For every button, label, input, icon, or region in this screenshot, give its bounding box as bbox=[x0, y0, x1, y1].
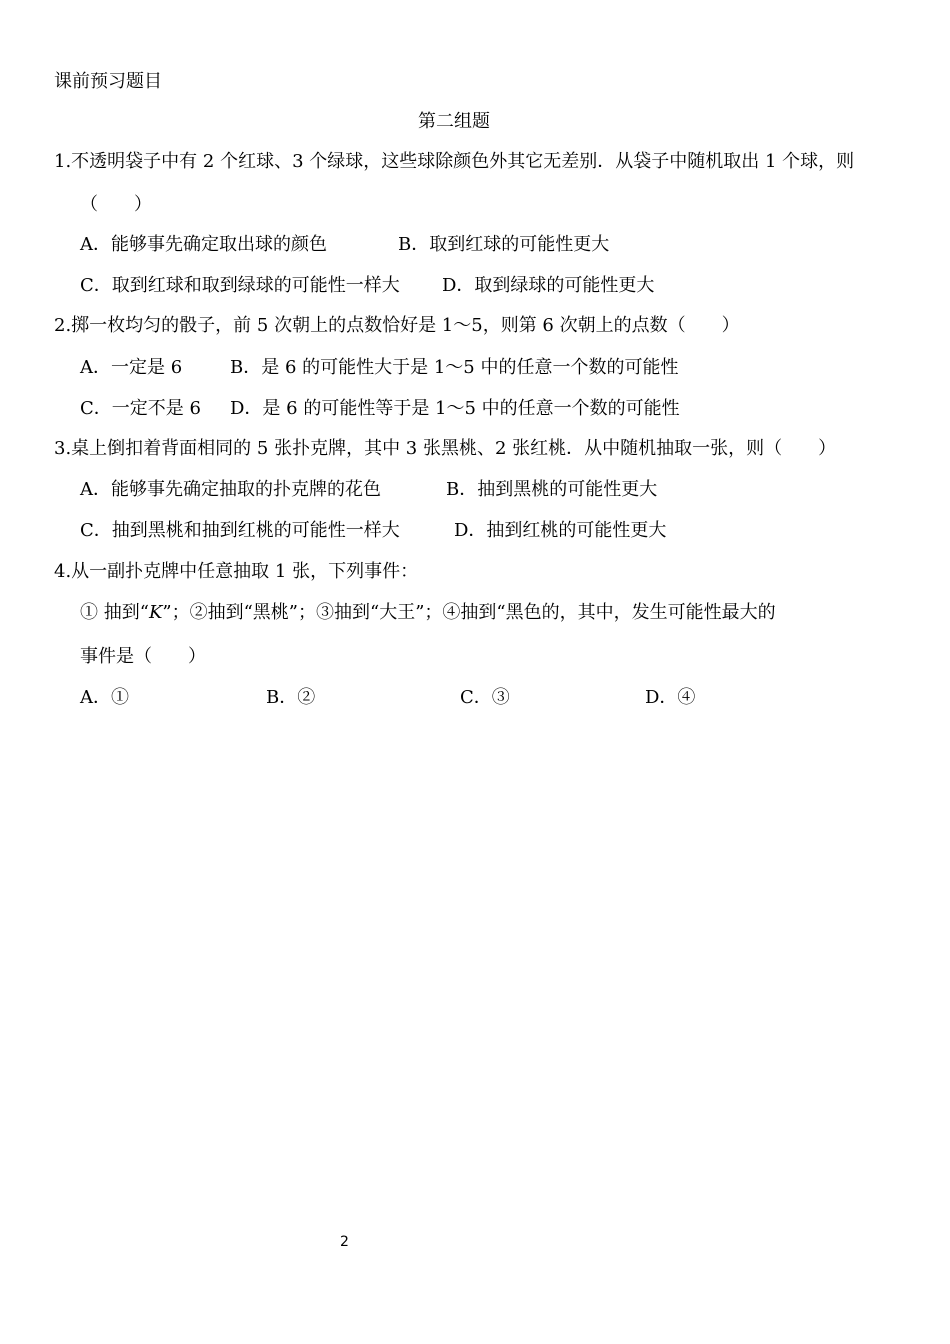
option-d: D．取到绿球的可能性更大 bbox=[442, 275, 655, 296]
question-stem: 4.从一副扑克牌中任意抽取 1 张，下列事件： bbox=[54, 561, 419, 582]
question-stem: 1.不透明袋子中有 2 个红球、3 个绿球，这些球除颜色外其它无差别．从袋子中随机取出 1 个球，则 bbox=[54, 151, 855, 172]
option-a: A．能够事先确定抽取的扑克牌的花色 bbox=[80, 479, 381, 500]
events-text-post: ”；②抽到“黑桃”；③抽到“大王”；④抽到“黑色的，其中，发生可能性最大的 bbox=[162, 602, 776, 623]
option-c: C．抽到黑桃和抽到红桃的可能性一样大 bbox=[80, 520, 400, 541]
option-c: C．一定不是 6 bbox=[80, 398, 201, 419]
answer-bracket: （ ） bbox=[80, 194, 152, 215]
option-a: A．能够事先确定取出球的颜色 bbox=[80, 234, 327, 255]
option-d: D．④ bbox=[645, 687, 696, 708]
option-a: A．① bbox=[80, 687, 129, 708]
question-stem: 3.桌上倒扣着背面相同的 5 张扑克牌，其中 3 张黑桃、2 张红桃．从中随机抽取一张，则（ ） bbox=[54, 438, 837, 459]
option-c: C．取到红球和取到绿球的可能性一样大 bbox=[80, 275, 400, 296]
question-stem: 2.掷一枚均匀的骰子，前 5 次朝上的点数恰好是 1～5，则第 6 次朝上的点数（ ） bbox=[54, 315, 740, 336]
events-k-symbol: K bbox=[148, 602, 163, 623]
page-number: 2 bbox=[340, 1234, 349, 1250]
header-label: 课前预习题目 bbox=[54, 71, 162, 92]
option-b: B．抽到黑桃的可能性更大 bbox=[446, 479, 658, 500]
option-d: D．是 6 的可能性等于是 1～5 中的任意一个数的可能性 bbox=[230, 398, 680, 419]
section-title: 第二组题 bbox=[418, 111, 490, 132]
option-a: A．一定是 6 bbox=[80, 357, 183, 378]
question-events bbox=[80, 601, 776, 625]
option-b: B．是 6 的可能性大于是 1～5 中的任意一个数的可能性 bbox=[230, 357, 679, 378]
option-c: C．③ bbox=[460, 687, 510, 708]
option-b: B．② bbox=[266, 687, 316, 708]
option-d: D．抽到红桃的可能性更大 bbox=[454, 520, 667, 541]
question-stem-end: 事件是（ ） bbox=[80, 646, 206, 667]
events-text-pre: ① 抽到“ bbox=[80, 602, 149, 623]
option-b: B．取到红球的可能性更大 bbox=[398, 234, 610, 255]
